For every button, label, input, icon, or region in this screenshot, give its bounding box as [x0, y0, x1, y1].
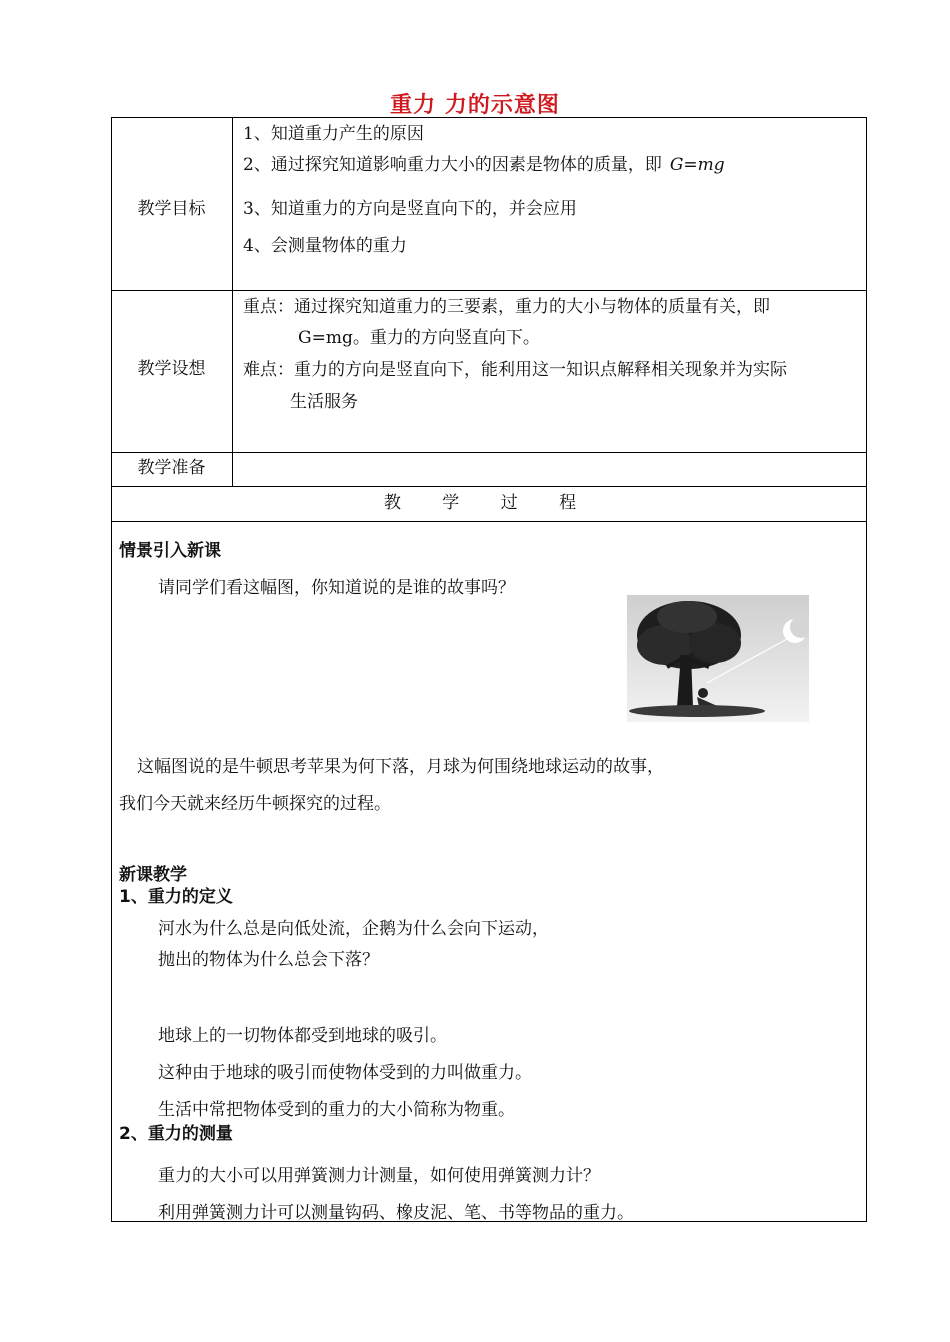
- newton-under-tree-illustration: [627, 595, 809, 722]
- process-header: 教 学 过 程: [383, 493, 595, 513]
- row-divider: [111, 290, 867, 291]
- objective-item: 4、会测量物体的重力: [243, 236, 407, 256]
- paragraph-line: 抛出的物体为什么总会下落？: [158, 950, 379, 970]
- paragraph-line: 地球上的一切物体都受到地球的吸引。: [158, 1026, 447, 1046]
- section-heading: 2、重力的测量: [119, 1124, 233, 1144]
- key-point-line: 重点：通过探究知道重力的三要素，重力的大小与物体的质量有关，即: [243, 297, 770, 317]
- objective-item: 1、知道重力产生的原因: [243, 124, 424, 144]
- objective-item: 3、知道重力的方向是竖直向下的，并会应用: [243, 199, 577, 219]
- objectives-label: 教学目标: [137, 199, 206, 219]
- page-title: 重力 力的示意图: [390, 93, 560, 118]
- intro-heading: 情景引入新课: [119, 541, 221, 561]
- row-divider: [111, 486, 867, 487]
- paragraph-line: 利用弹簧测力计可以测量钩码、橡皮泥、笔、书等物品的重力。: [158, 1203, 634, 1223]
- preparation-label: 教学准备: [137, 458, 206, 478]
- formula: G=mg: [669, 155, 725, 175]
- row-divider: [111, 521, 867, 522]
- objective-item: 2、通过探究知道影响重力大小的因素是物体的质量，即: [243, 155, 662, 175]
- paragraph-line: 河水为什么总是向低处流，企鹅为什么会向下运动，: [158, 919, 549, 939]
- intro-answer: 这幅图说的是牛顿思考苹果为何下落，月球为何围绕地球运动的故事，: [137, 757, 664, 777]
- section-heading: 1、重力的定义: [119, 887, 233, 907]
- paragraph-line: 生活中常把物体受到的重力的大小简称为物重。: [158, 1100, 515, 1120]
- paragraph-line: 重力的大小可以用弹簧测力计测量，如何使用弹簧测力计？: [158, 1166, 600, 1186]
- design-label: 教学设想: [137, 359, 206, 379]
- intro-answer: 我们今天就来经历牛顿探究的过程。: [119, 794, 391, 814]
- column-divider: [232, 117, 233, 486]
- paragraph-line: 这种由于地球的吸引而使物体受到的力叫做重力。: [158, 1063, 532, 1083]
- difficulty-line: 难点：重力的方向是竖直向下，能利用这一知识点解释相关现象并为实际: [243, 360, 787, 380]
- difficulty-line: 生活服务: [290, 392, 358, 412]
- new-lesson-heading: 新课教学: [119, 865, 187, 885]
- objective-item-with-formula: [243, 150, 725, 175]
- key-point-line: G=mg。重力的方向竖直向下。: [298, 328, 540, 348]
- intro-question: 请同学们看这幅图，你知道说的是谁的故事吗？: [158, 578, 515, 598]
